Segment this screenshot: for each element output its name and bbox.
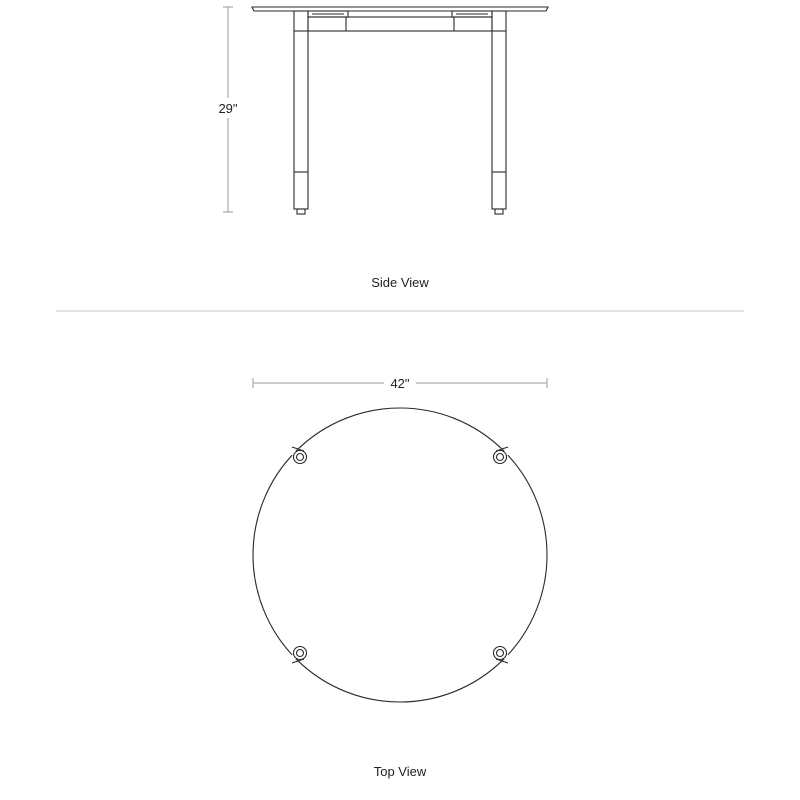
side-leg-left (294, 11, 308, 209)
side-foot-left (297, 209, 305, 214)
top-view (253, 373, 547, 779)
height-dimension-label: 29" (218, 101, 238, 116)
top-view-label: Top View (373, 764, 427, 779)
side-tabletop (252, 7, 548, 11)
side-view (212, 7, 548, 290)
height-dimension (212, 7, 244, 212)
width-dimension-label: 42" (390, 376, 410, 391)
side-view-label: Side View (371, 275, 429, 290)
side-apron (308, 17, 492, 31)
side-foot-right (495, 209, 503, 214)
width-dimension (253, 373, 547, 393)
side-leg-right (492, 11, 506, 209)
